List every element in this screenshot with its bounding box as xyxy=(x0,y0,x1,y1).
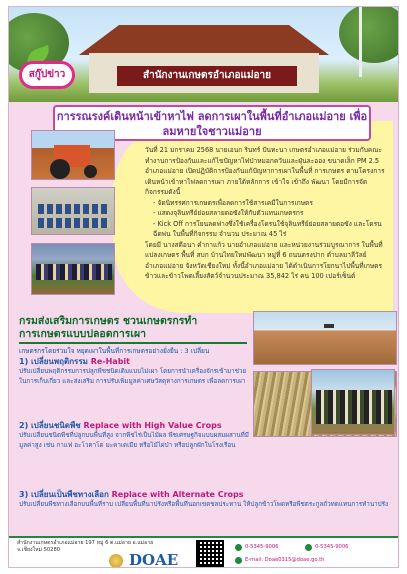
title-line-2: ลมหายใจชาวแม่อาย xyxy=(162,125,262,138)
article-bullet: - จัดนิทรรศการเกษตรเพื่อลดการใช้สารเคมีในการเกษตร xyxy=(153,198,313,207)
section-divider xyxy=(19,342,247,344)
method-heading: 3) เปลี่ยนเป็นพืชทางเลือก Replace with Alternate Crops xyxy=(19,490,244,499)
group-photo xyxy=(31,243,115,295)
building-roof xyxy=(79,25,329,55)
method-heading: 2) เปลี่ยนชนิดพืช Replace with High Value Crops xyxy=(19,421,222,430)
section-intro: เกษตรกรโดยร่วมใจ หยุดเผาในพื้นที่การเกษตรอย่างยั่งยืน : 3 เปลี่ยน xyxy=(19,347,210,355)
tractor-photo xyxy=(31,130,115,180)
method-description: ปรับเปลี่ยนชนิดพืชที่ปลูกบนพื้นที่สูง จากพืชไร่เป็นไม้ผล พืชเศรษฐกิจแบบผสมผสานที่มีมูลค่าสูง เช่น กาแฟ อะโวคาโด มะคาเดเมีย หรือไม้ไผ่ป่า หรือปลูกผักในโรงเรือน xyxy=(19,432,249,449)
footer-email[interactable]: E-mail: Doae0315@doae.go.th xyxy=(245,557,325,563)
article-text xyxy=(145,145,385,282)
phone-icon xyxy=(305,544,312,551)
method-item-3 xyxy=(19,489,395,510)
email-icon xyxy=(235,557,242,564)
article-bullet: - Kick Off การโยนลดฟางซึ่งใช้เครื่องโดรนใช้จุลินทรีย์ย่อยสลายตอซัง และโดรนฉีดพ่น ในพื้นที่กิจกรรม จำนวน ประมาณ 45 ไร่ xyxy=(153,219,382,238)
news-badge xyxy=(19,49,75,95)
news-poster xyxy=(8,6,399,568)
section-title xyxy=(19,315,247,341)
footer-phone-1: 0-5345-9006 xyxy=(245,544,279,550)
footer xyxy=(9,536,399,568)
officials-photo xyxy=(311,369,395,435)
field-drone-photo xyxy=(253,311,397,365)
article-paragraph: วันที่ 21 มกราคม 2568 นายเอนก รินทร์ ปันทะนา เกษตรอำเภอแม่อาย ร่วมกับคณะทำงานการป้องกันและแก้ไขปัญหาไฟป่าหมอกควันและฝุ่นละออง ขนาดเล็ก PM 2.5 อำเภอแม่อาย เปิดปฏิบัติการป้องกันแก้ปัญหาการเผาในพื้นที่ การเกษตร ตามโครงการเดินหน้าเข้าหาไฟลดการเผา ภายใต้หลักการ เข้าใจ เข้าถึง พัฒนา โดยมีการจัดกิจกรรมดังนี้ xyxy=(145,146,385,196)
badge-label: สกู๊ปข่าว xyxy=(19,61,75,89)
footer-phone-2: 0-5345-9006 xyxy=(315,544,349,550)
method-description: ปรับเปลี่ยนพฤติกรรมการปลูกพืชชนิดเดิมแบบไม่เผา โดยการนำเครื่องจักรเข้ามาช่วยในการเก็บเกี่ยว และส่งเสริม การปรับเพิ่มมูลค่าเศษวัสดุทางการเกษตร เพื่อลดการเผา xyxy=(19,368,247,385)
office-sign: สำนักงานเกษตรอำเภอแม่อาย xyxy=(117,66,297,86)
qr-code-icon xyxy=(196,540,224,568)
phone-icon xyxy=(235,544,242,551)
method-item-2 xyxy=(19,420,251,450)
method-heading: 1) เปลี่ยนพฤติกรรม Re-Habit xyxy=(19,357,130,366)
method-description: ปรับเปลี่ยนพืชทางเลือกบนพื้นที่ราบ เปลี่ยนพื้นที่นาปรังหรือพื้นที่นอกเขตชลประทาน ให้ปลูกข้าวโพดหรือพืชตระกูลถั่วทดแทนการทำนาปรัง xyxy=(19,501,389,508)
tree-image xyxy=(339,7,399,63)
article-bullet: - แสดงจุลินทรีย์ย่อยสลายตอซังให้กับตัวแทนเกษตรกร xyxy=(153,209,304,217)
meeting-photo xyxy=(31,187,115,235)
article-paragraph: โดยมี นางสดีอนา คำกาแก้ว นายอำเภอแม่อาย และหน่วยงานร่วมบูรณาการ ในพื้นที่ แปลงเกษตร พื้นที่ สบก บ้านไทยใหม่พัฒนา หมู่ที่ 6 ถนนตรงปาก ตำบลมาลีวัลย์ อำเภอแม่อาย จังหวัดเชียงใหม่ ทั้งนี้อำเภอแม่อาย ได้ดำเนินการโยกนาไปพื้นที่เกษตรข้าวและข้าวโพดเลี้ยงสัตว์จำนวนประมาณ 35,842 ไร่ คน 100 เปอร์เซ็นต์ xyxy=(145,240,383,280)
footer-address: สำนักงานเกษตรอำเภอแม่อาย 197 หมู่ 6 ต.แม่อาย อ.แม่อาย จ.เชียงใหม่ 50280 xyxy=(17,540,154,553)
drone-icon xyxy=(324,324,334,328)
doae-seal-icon xyxy=(109,554,123,568)
title-line-1: การรณรงค์เดินหน้าเข้าหาไฟ ลดการเผาในพื้นที่อำเภอแม่อาย เพื่อ xyxy=(56,110,368,123)
doae-logo: DOAE xyxy=(129,551,179,568)
section-title-line-1: กรมส่งเสริมการเกษตร ชวนเกษตรกรทำ xyxy=(19,315,198,327)
section-title-line-2: การเกษตรแบบปลอดการเผา xyxy=(19,328,147,340)
method-item-1 xyxy=(19,356,251,386)
antenna-pole xyxy=(359,7,362,77)
